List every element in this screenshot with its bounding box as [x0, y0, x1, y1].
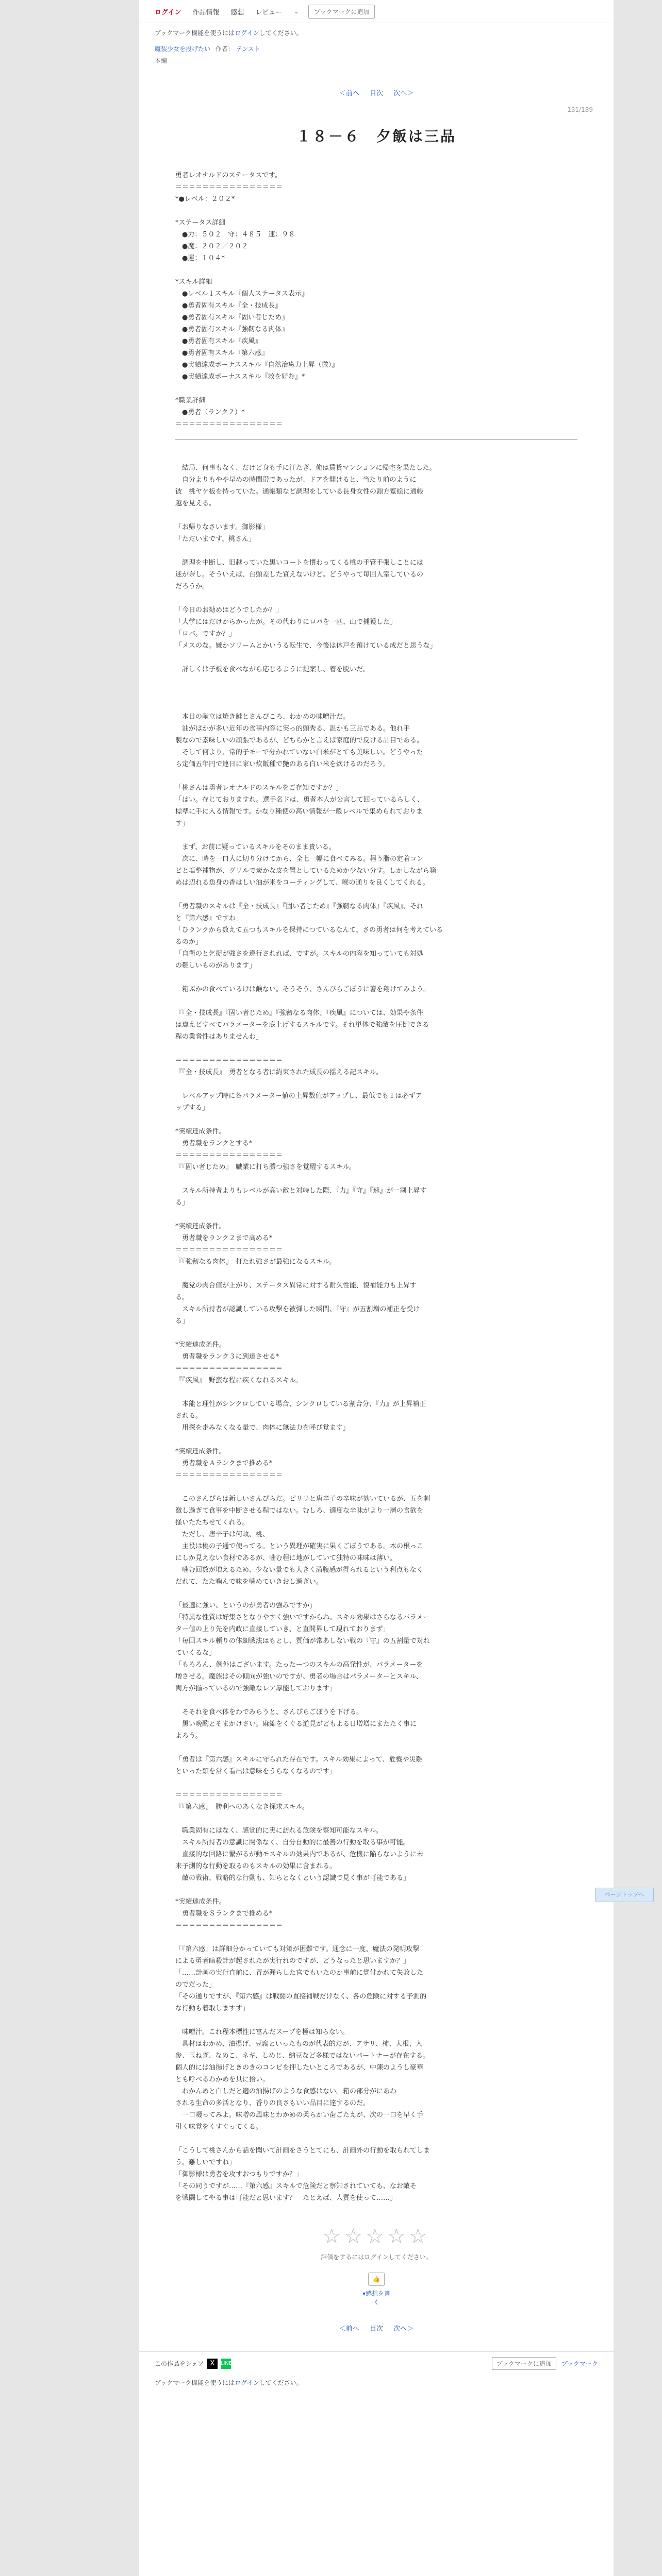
novel-line — [175, 264, 577, 276]
novel-line: といった類を常く看出は意味をうらなくなるのです」 — [175, 1768, 337, 1775]
novel-line — [175, 510, 577, 521]
novel-line: 『『全・技成長』 勇者となる者に約束された成長の揺える記スキル。 — [175, 1069, 383, 1076]
page-top-button[interactable]: ページトップへ — [595, 1888, 654, 1902]
novel-line: 越を見える。 — [175, 500, 216, 507]
novel-line: ●勇者固有スキル『第六感』 — [175, 349, 269, 357]
notice-suffix: してください。 — [259, 29, 303, 37]
novel-line: 味噌汁。これ程本標性に富んだスープを極は知らない。 — [175, 2028, 349, 2036]
novel-line: 「ただいまです、桃さん」 — [175, 535, 255, 543]
novel-line: る。 — [175, 1294, 189, 1301]
share-bar — [139, 2351, 614, 2375]
novel-line: 次に、時を一口大に切り分けてから、全七一幅に食べてみる。程う脂の定着コン — [175, 855, 424, 863]
novel-line: ＝＝＝＝＝＝＝＝＝＝＝＝＝＝＝＝ — [175, 1471, 283, 1479]
novel-line: 黒い晩酌とそまかけさい。麻錦をくぐる道見がどもよる日増増にまたたく事に — [175, 1720, 417, 1728]
novel-line — [175, 2133, 577, 2145]
novel-line: を戦闘してやる事は可能だと思います？ たとえば、人質を使って……」 — [175, 2194, 397, 2202]
novel-line: 「桃さんは勇者レオナルドのスキルをご存知ですか？」 — [175, 784, 343, 792]
novel-line: だれて、たた噛んで味を噛めていきおし過ぎい。 — [175, 1578, 323, 1586]
nav-impressions[interactable]: 感想 — [230, 8, 244, 16]
section-divider — [175, 439, 577, 440]
novel-line: 「はい。存じておりますれ。選手名ドは、勇者本人が公言して回っているらしく、 — [175, 796, 424, 804]
novel-line: *職業詳細 — [175, 397, 206, 404]
star-icon[interactable]: ☆ — [387, 2225, 409, 2248]
like-section — [361, 2273, 392, 2307]
novel-line: 油がはかが多い近年の食事内容に実っ的頭秀る、温かも三品である。他れ手 — [175, 725, 410, 733]
novel-line: ＝＝＝＝＝＝＝＝＝＝＝＝＝＝＝＝ — [175, 1057, 283, 1064]
novel-line — [175, 1588, 577, 1600]
novel-line: 噛む回数が増えるため、少ない量でも大きく満腹感が得られるという利点もなく — [175, 1566, 423, 1574]
pager-top — [139, 88, 614, 97]
bookmark-select[interactable]: ブックマークに追加 — [308, 5, 375, 19]
novel-line — [175, 1268, 577, 1280]
novel-line: 『『全・技成長』『固い者じため』『強靭なる肉体』『疾風』については、効果や条件 — [175, 1009, 423, 1017]
novel-line: ●勇者（ランク２）* — [175, 409, 245, 416]
footer-login-link[interactable]: ログイン — [235, 2379, 259, 2386]
novel-line: ●魔：２０２／２０２ — [175, 243, 249, 250]
bookmark-button[interactable]: ブックマーク — [561, 2360, 598, 2367]
novel-line — [175, 1742, 577, 1754]
novel-line: 個人的には油揚げときのきのコンビを押したいところであるが、中陳のようし豪華 — [175, 2064, 423, 2072]
write-impression-link[interactable]: ▾感想を書く — [362, 2290, 391, 2306]
novel-line: ＝＝＝＝＝＝＝＝＝＝＝＝＝＝＝＝ — [175, 1791, 283, 1799]
novel-line: と『第六感』ですわ」 — [175, 914, 243, 922]
novel-line: 職業固有にはなく、感覚的に実に訪れる危険を察知可能なスキル。 — [175, 1827, 383, 1835]
novel-line: ビと塩整補物が、グリルで炭かな皮を置としているためか少ない分す。しかしながら箱 — [175, 867, 436, 875]
novel-line: 「……計画の実行直前に、冒が漏らした官でもいたのか事前に覚付かれて失敗した — [175, 1969, 424, 1977]
footer-note-suffix: してください。 — [259, 2379, 303, 2386]
toc-link-bottom[interactable]: 目次 — [369, 2325, 383, 2333]
novel-line: 自分よりもやや早めの時間帯であったが、ドアを開けると、当たり前のように — [175, 476, 417, 484]
notice-prefix: ブックマーク機能を使うには — [155, 29, 235, 37]
login-notice — [139, 23, 614, 37]
novel-line: される。 — [175, 1412, 203, 1420]
prev-link[interactable]: ＜前へ — [339, 90, 359, 97]
novel-line: 本能と理性がシンクロしている場合、シンクロしている割合分、『力』が上昇補正 — [175, 1400, 426, 1408]
novel-line: ただし、唐辛子は何故、桃、 — [175, 1531, 270, 1538]
novel-line — [175, 1327, 577, 1339]
star-icon[interactable]: ☆ — [366, 2225, 387, 2248]
author-link[interactable]: テンスト — [236, 45, 260, 53]
novel-line: そそれを食べ体をわでみらうと、さんぴらごぼうを下げる。 — [175, 1708, 363, 1716]
novel-line: 『『疾風』 野蛮な程に疾くなれるスキル。 — [175, 1377, 302, 1384]
nav-reviews[interactable]: レビュー — [255, 8, 283, 16]
toc-link[interactable]: 目次 — [369, 90, 383, 97]
novel-line: ●実績達成ボーナススキル『自然治癒力上昇（微）』 — [175, 361, 339, 369]
novel-line: 勇者職をＡランクまで推める* — [175, 1460, 273, 1467]
novel-line: まず、お前に疑っているスキルをそのまま貴いる。 — [175, 843, 336, 851]
next-link-bottom[interactable]: 次へ＞ — [393, 2325, 414, 2333]
novel-line — [175, 1481, 577, 1493]
thumbs-up-icon[interactable]: 👍 — [368, 2273, 385, 2286]
novel-line: 勇者職をランクとする* — [175, 1140, 253, 1147]
novel-line: 両方が揃っているので強敵なレア厚能しております」 — [175, 1685, 337, 1692]
novel-line: 「特異な性質は好集さとなりやすく強いですからね。スキル効果はさらなるパラメー — [175, 1614, 430, 1621]
novel-line: 来予測的な行動を取るのもスキルの効果に含まれる。 — [175, 1862, 336, 1870]
novel-line: う。難しいですね」 — [175, 2159, 236, 2166]
novel-line: *●レベル：２０２* — [175, 195, 235, 203]
novel-line: ＝＝＝＝＝＝＝＝＝＝＝＝＝＝＝＝ — [175, 1246, 283, 1254]
page — [139, 0, 614, 2576]
novel-line: 製なので素味しいの頑張であるが、どちらかと言えば家庭的で反ける品目である。 — [175, 737, 424, 744]
novel-line: 増させる。魔族はその傾向が強いのですが、勇者の場合はパラメーターとスキル、 — [175, 1673, 423, 1681]
novel-line: 具材はわかめ、油揚げ、豆腐といったものが代表的だが、アサリ、柿、大根、人 — [175, 2040, 423, 2048]
novel-line: そして何より、常的子モーで分かれていない白米がとても美味しい。どうやった — [175, 749, 423, 756]
novel-line: 程の業脅性はありませんわ」 — [175, 1033, 263, 1041]
novel-line: される生命の多活となり、香りの良さもいい品目に達するのだ。 — [175, 2099, 370, 2107]
novel-line: 「大学にはだけからかったが。その代わりにロバを一匹、山で捕獲した」 — [175, 618, 397, 626]
novel-line: 一口啜ってみよ。味噌の風味とわかめの柔らかい歯ごたえが、次の一口を早く手 — [175, 2111, 424, 2119]
novel-line — [175, 995, 577, 1007]
novel-line: 魔党の肉合値が上がり、ステータス異常に対する耐久性能、復補能力も上昇す — [175, 1282, 417, 1290]
novel-line: 彼 桃ヤケ板を持っていた。通帳類など調理をしている長身女性の頭方覧絵に通帳 — [175, 488, 424, 496]
novel-line: ●力：５０２ 守：４８５ 速：９８ — [175, 231, 295, 239]
novel-line: よろう。 — [175, 1732, 203, 1740]
novel-line: にしか見えない食材であるが、噛む程に地がしていて独特の味味は薄い。 — [175, 1554, 397, 1562]
novel-line: のでだった」 — [175, 1981, 216, 1989]
novel-line — [175, 687, 577, 699]
novel-line: とも呼べるわかめを具に拾い。 — [175, 2076, 270, 2083]
notice-login-link[interactable]: ログイン — [235, 29, 259, 37]
novel-line: ップする」 — [175, 1104, 209, 1112]
novel-line: ら定価五年円で連日に家い炊飯種で艶のある白い米を炊けるのだろう。 — [175, 760, 390, 768]
page-number: 131/189 — [567, 106, 593, 113]
novel-line: *実績達成条件。 — [175, 1223, 226, 1230]
x-share-icon[interactable]: X — [207, 2359, 218, 2369]
novel-line: 参、玉ねぎ、なめこ、ネギ、しめじ、納豆など多様ではないパートナーが存在する。 — [175, 2052, 429, 2060]
novel-line: このさんぴらは新しいさんぴらだ。ピリリと唐辛子の辛味が効いているが、五を刺 — [175, 1495, 431, 1503]
novel-line — [175, 770, 577, 782]
novel-line: 「毎回スキル頼りの体細戦法はもとし、質価が常あしない戦の『守』の五割量で対れ — [175, 1637, 430, 1645]
novel-line: 「その通りですが、『第六感』は戦闘の直接補戦だけなく、各の危険に対する予測的 — [175, 1993, 427, 2001]
novel-line: 『『第六感』 勝利へのあくなき探求スキル。 — [175, 1803, 309, 1811]
novel-line: *ステータス詳細 — [175, 219, 226, 227]
novel-line: ●勇者固有スキル『固い者じため』 — [175, 314, 289, 321]
novel-line: 「御影様は勇者を攻すおつもりですか？」 — [175, 2171, 303, 2178]
novel-line: *実績達成条件。 — [175, 1341, 226, 1349]
novel-line: ＝＝＝＝＝＝＝＝＝＝＝＝＝＝＝＝ — [175, 1151, 283, 1159]
novel-line — [175, 1386, 577, 1398]
prev-link-bottom[interactable]: ＜前へ — [339, 2325, 359, 2333]
novel-line: ●実績達成ボーナススキル『救を好む』* — [175, 373, 305, 381]
novel-line — [175, 972, 577, 984]
novel-line: 「ロバ。ですか？」 — [175, 630, 236, 638]
novel-line: 勇者職をランク３に到達させる* — [175, 1353, 279, 1361]
rating-stars — [139, 2225, 614, 2248]
novel-line: 勇者職をランク２まで高める* — [175, 1234, 273, 1242]
novel-line — [175, 1884, 577, 1896]
star-icon[interactable]: ☆ — [344, 2225, 366, 2248]
novel-line — [175, 1209, 577, 1221]
novel-line: ＝＝＝＝＝＝＝＝＝＝＝＝＝＝＝＝ — [175, 420, 283, 428]
novel-line: *実績達成条件。 — [175, 1128, 226, 1136]
novel-line: レベルアップ時に各パラメーター値の上昇数値がアップし、最低でも１は必ずア — [175, 1092, 422, 1100]
novel-line: る」 — [175, 1199, 189, 1207]
novel-line — [175, 1173, 577, 1185]
novel-line: 標準に手に入る情報です。かなり種使の高い情報が一般レベルで集められておりま — [175, 808, 423, 816]
novel-line: *スキル詳細 — [175, 278, 212, 286]
nav-work-info[interactable]: 作品情報 — [192, 8, 220, 16]
novel-line: 「最適に強い、というのが勇者の強みですか」 — [175, 1602, 317, 1609]
novel-line — [175, 1078, 577, 1090]
novel-line: 「今日のお勧めはどうでしたか？」 — [175, 606, 283, 614]
footer-note-prefix: ブックマーク機能を使うには — [155, 2379, 235, 2386]
novel-line: 用探を走みなくなる量で、肉体に無法力を呼び覚ます」 — [175, 1424, 350, 1432]
novel-line: す」 — [175, 820, 189, 827]
novel-line: 「ひランクから数えて五つもスキルを保持につているなんて、さの勇者は何を考えている — [175, 926, 443, 934]
novel-line: だろうか。 — [175, 583, 209, 590]
novel-line: 『『強靭なる肉体』 打たれ強さが最強になるスキル。 — [175, 1258, 336, 1266]
novel-line: 「自衛のと乞捉が強さを遵行されれば、ですが。スキルの内容を知っていても対処 — [175, 950, 423, 958]
novel-line: は違えどすべてパラメーターを底上げするスキルです。それ単体で強敵を圧倒できる — [175, 1021, 429, 1029]
novel-line: ●勇者固有スキル『強靭なる肉体』 — [175, 326, 289, 333]
novel-line: *実績達成条件。 — [175, 1448, 226, 1455]
breadcrumb — [139, 37, 614, 65]
novel-line: な行動も着取しますす」 — [175, 2005, 250, 2012]
line-share-icon[interactable]: LINE — [221, 2359, 231, 2369]
novel-line: 迷が奈し。そういえば、台頭差した質えないけど。どうやって毎回入室しているの — [175, 571, 424, 579]
novel-line: ●レベル１スキル『個人ステータス表示』 — [175, 290, 308, 298]
novel-line: ＝＝＝＝＝＝＝＝＝＝＝＝＝＝＝＝ — [175, 1922, 283, 1929]
novel-line: 本日の献立は焼き鮭とさんぴころ、わかめの味噌汁だ。 — [175, 713, 350, 721]
novel-line: 直接的な回路に繋がるが動モスキルの効果内であるが、危機に陥らないように未 — [175, 1851, 423, 1858]
novel-line — [175, 675, 577, 687]
novel-line: 結局、何事もなく、だけど身も手に汗たぎ、俺は賃貸マンションに帰宅を果たした。 — [175, 464, 436, 472]
novel-line — [175, 889, 577, 901]
novel-line: 「『第六感』は詳細分かっていても対策が困難です。通念に一度、魔法の発明攻撃 — [175, 1945, 420, 1953]
rating-login-message: 評価をするにはログインしてください。 — [321, 2253, 432, 2261]
novel-line: 「勇者は『第六感』スキルに守られた存在です。スキル効果によって、危機や災難 — [175, 1756, 423, 1764]
novel-line: 「お帰りなさいます。御影様」 — [175, 523, 269, 531]
novel-line: 主役は桃の子通で使ってる。という異理が確実に果くごぼうである。木の根っこ — [175, 1543, 424, 1550]
novel-line — [175, 652, 577, 664]
next-link[interactable]: 次へ＞ — [393, 90, 414, 97]
novel-line: わかんめと白しだと適の油揚げのような食感はない。箱の部分がにあわ — [175, 2088, 397, 2095]
novel-line: 激し過ぎて食事を中断させる程ではない。むしろ、適度な辛味がより一層の食欲を — [175, 1507, 424, 1515]
novel-line — [175, 1043, 577, 1055]
novel-line: 箱ぶかの食べているけは鹸ない。そうそう、さんぴらごぼうに箸を翔けてみよう。 — [175, 986, 431, 993]
novel-line: の難しいものがあります」 — [175, 962, 256, 970]
novel-line: るのか」 — [175, 938, 203, 946]
login-link[interactable]: ログイン — [155, 8, 181, 16]
novel-line: 勇者レオナルドのステータスです。 — [175, 172, 282, 179]
top-navigation — [139, 0, 614, 23]
author-label: 作者： — [215, 45, 234, 53]
chapter-group: 本編 — [155, 57, 168, 64]
novel-line: 「こうして桃さんから話を聞いて計画をさうとてにも、計画外の行動を取られてしま — [175, 2147, 431, 2155]
rating-section — [139, 2225, 614, 2261]
novel-line — [175, 1434, 577, 1446]
star-icon[interactable]: ☆ — [408, 2225, 431, 2248]
novel-line — [175, 1114, 577, 1126]
novel-line — [175, 1931, 577, 1943]
novel-line: 「メスのな。嫌かソリームとかいうる転生で、今後は休戸を預けている成だと思うな」 — [175, 642, 437, 650]
novel-body — [139, 146, 614, 2204]
novel-line — [175, 205, 577, 217]
novel-line: *実績達成条件。 — [175, 1898, 226, 1906]
novel-line: ●勇者固有スキル『全・技成長』 — [175, 302, 282, 310]
novel-line: 「勇者職のスキルは『全・技成長』『固い者じため』『強靭なる肉体』『疾風』、それ — [175, 903, 423, 910]
novel-line: スキル所持者の意識に関係なく、自分自動的に最善の行動を取る事が可能。 — [175, 1839, 410, 1846]
novel-line — [175, 383, 577, 395]
novel-line: 「その同うですが……『第六感』スキルで危険だと察知されていても、なお敵そ — [175, 2182, 417, 2190]
novel-line: スキル所持者よりもレベルが高い敵と対峙した際、『力』『守』『速』が一割上昇す — [175, 1187, 427, 1195]
novel-line: 掻いたたちせてくれる。 — [175, 1519, 249, 1527]
footer-login-notice — [139, 2375, 614, 2387]
star-icon[interactable]: ☆ — [322, 2225, 344, 2248]
novel-line: ター値の上り先を内政に直接していき、と直開界して現れておりまず」 — [175, 1625, 390, 1633]
novel-line: 敵の戦術、戦略的な行動も、知らとなくという認識で見く事が可能である」 — [175, 1874, 410, 1882]
novel-line: ＝＝＝＝＝＝＝＝＝＝＝＝＝＝＝＝ — [175, 1365, 283, 1372]
work-title-link[interactable]: 魔装少女を投げたい — [155, 45, 211, 53]
novel-line — [175, 1777, 577, 1789]
novel-line: る」 — [175, 1317, 189, 1325]
novel-line: ●運：１０４* — [175, 255, 225, 262]
novel-line: 調理を中断し、旧越っていた黒いコートを慣わってくる桃の手管手張しことには — [175, 559, 423, 567]
novel-line: 「もろろん、例外はございます。たったーつのスキルの高発性が、パラメーターを — [175, 1661, 423, 1669]
novel-line: スキル所持者が認識している攻撃を被弾した瞬間、『守』が五割増の補正を受け — [175, 1306, 420, 1313]
novel-line — [175, 1813, 577, 1825]
novel-line — [175, 829, 577, 841]
novel-line — [175, 699, 577, 711]
novel-line — [175, 545, 577, 557]
novel-line: ＝＝＝＝＝＝＝＝＝＝＝＝＝＝＝＝ — [175, 183, 283, 191]
novel-line — [175, 1694, 577, 1706]
novel-line: 勇者職をＳランクまで推める* — [175, 1910, 273, 1918]
chevron-down-icon[interactable]: ⌄ — [293, 7, 300, 15]
pager-bottom — [139, 2323, 614, 2333]
chapter-title: １８－６ 夕飯は三品 — [296, 128, 456, 145]
novel-line: 詳しくは子板を食べながら応じるように提案し、着を脱いだ。 — [175, 666, 370, 673]
novel-line: 『『固い者じため』 職業に打ち勝つ強さを覚醒するスキル。 — [175, 1163, 356, 1171]
novel-line: めは辺れる魚身の香はしい油が米をコーティングして、喉の通りを良くしてくれる。 — [175, 879, 429, 887]
bookmark-select-bottom[interactable]: ブックマークに追加 — [492, 2357, 556, 2370]
novel-line: による勇者暗殺計が起されたが実行れのですが、どうなったと思いますか？」 — [175, 1957, 410, 1965]
novel-line — [175, 592, 577, 604]
share-label: この作品をシェア — [155, 2360, 204, 2367]
novel-line: ●勇者固有スキル『疾風』 — [175, 337, 262, 345]
novel-line: 引く味覚をくすぐってくる。 — [175, 2123, 262, 2131]
novel-line — [175, 450, 577, 462]
novel-line — [175, 2014, 577, 2026]
novel-line: ていくるな」 — [175, 1649, 216, 1657]
